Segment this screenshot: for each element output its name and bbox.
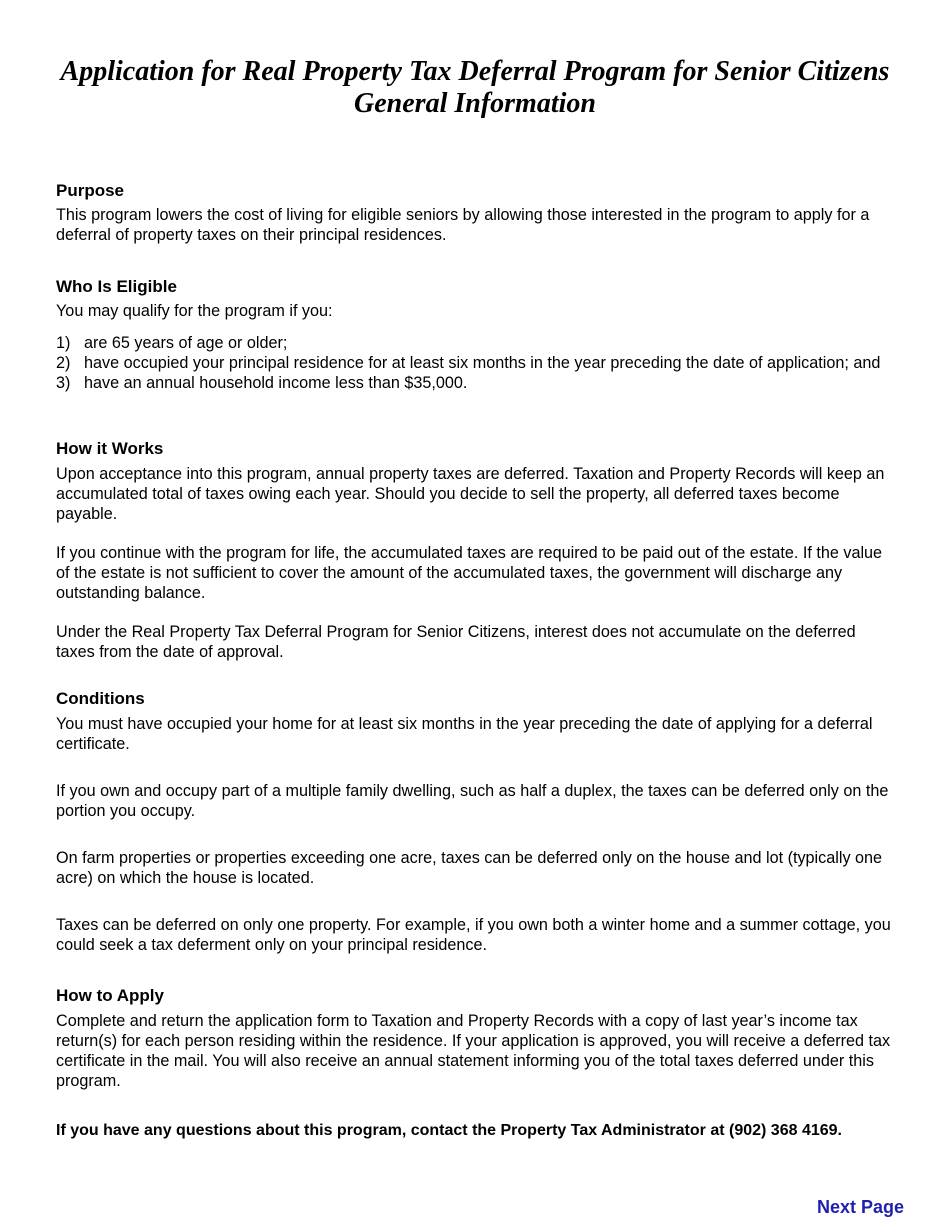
how-to-apply-heading: How to Apply	[56, 986, 164, 1005]
list-item-text: are 65 years of age or older;	[84, 334, 288, 352]
list-item	[56, 373, 898, 393]
list-item-text: have occupied your principal residence for at least six months in the year preceding the date of application; and	[84, 354, 881, 372]
list-item-number: 3)	[56, 374, 71, 392]
how-it-works-paragraph-2: If you continue with the program for life, the accumulated taxes are required to be paid out of the estate. If the value of the estate is not sufficient to cover the amount of the accumulated taxes, the government will discharge any outstanding balance.	[56, 544, 883, 602]
conditions-heading: Conditions	[56, 689, 145, 708]
next-page-link[interactable]: Next Page	[816, 1197, 904, 1217]
conditions-paragraph-2: If you own and occupy part of a multiple family dwelling, such as half a duplex, the taxes can be deferred only on the portion you occupy.	[56, 782, 889, 820]
list-item	[56, 353, 898, 373]
list-item	[56, 333, 898, 353]
contact-notice: If you have any questions about this program, contact the Property Tax Administrator at (902) 368 4169.	[56, 1122, 842, 1139]
eligible-heading: Who Is Eligible	[56, 277, 177, 296]
purpose-text: This program lowers the cost of living for eligible seniors by allowing those interested in the program to apply for a deferral of property taxes on their principal residences.	[56, 206, 870, 244]
list-item-number: 2)	[56, 354, 71, 372]
list-item-number: 1)	[56, 334, 71, 352]
eligibility-list	[56, 333, 898, 393]
how-it-works-paragraph-1: Upon acceptance into this program, annual property taxes are deferred. Taxation and Property Records will keep an accumulated total of taxes owing each year. Should you decide to sell the property, all deferred taxes become payable.	[56, 465, 885, 523]
how-it-works-heading: How it Works	[56, 439, 164, 458]
conditions-paragraph-4: Taxes can be deferred on only one property. For example, if you own both a winter home and a summer cottage, you could seek a tax deferment only on your principal residence.	[56, 916, 891, 954]
how-it-works-paragraph-3: Under the Real Property Tax Deferral Program for Senior Citizens, interest does not accumulate on the deferred taxes from the date of approval.	[56, 623, 856, 661]
conditions-paragraph-1: You must have occupied your home for at least six months in the year preceding the date of applying for a deferral certificate.	[56, 715, 873, 753]
eligible-intro: You may qualify for the program if you:	[56, 302, 333, 320]
title-line-2: General Information	[354, 88, 596, 119]
title-line-1: Application for Real Property Tax Deferral Program for Senior Citizens	[60, 56, 890, 87]
page-title	[56, 56, 894, 120]
list-item-text: have an annual household income less than $35,000.	[84, 374, 468, 392]
how-to-apply-text: Complete and return the application form to Taxation and Property Records with a copy of last year’s income tax return(s) for each person residing within the residence. If your application is approved, you will receive a deferred tax certificate in the mail. You will also receive an annual statement informing you of the total taxes deferred under this program.	[56, 1012, 891, 1090]
conditions-paragraph-3: On farm properties or properties exceeding one acre, taxes can be deferred only on the house and lot (typically one acre) on which the house is located.	[56, 849, 883, 887]
purpose-heading: Purpose	[56, 181, 125, 200]
